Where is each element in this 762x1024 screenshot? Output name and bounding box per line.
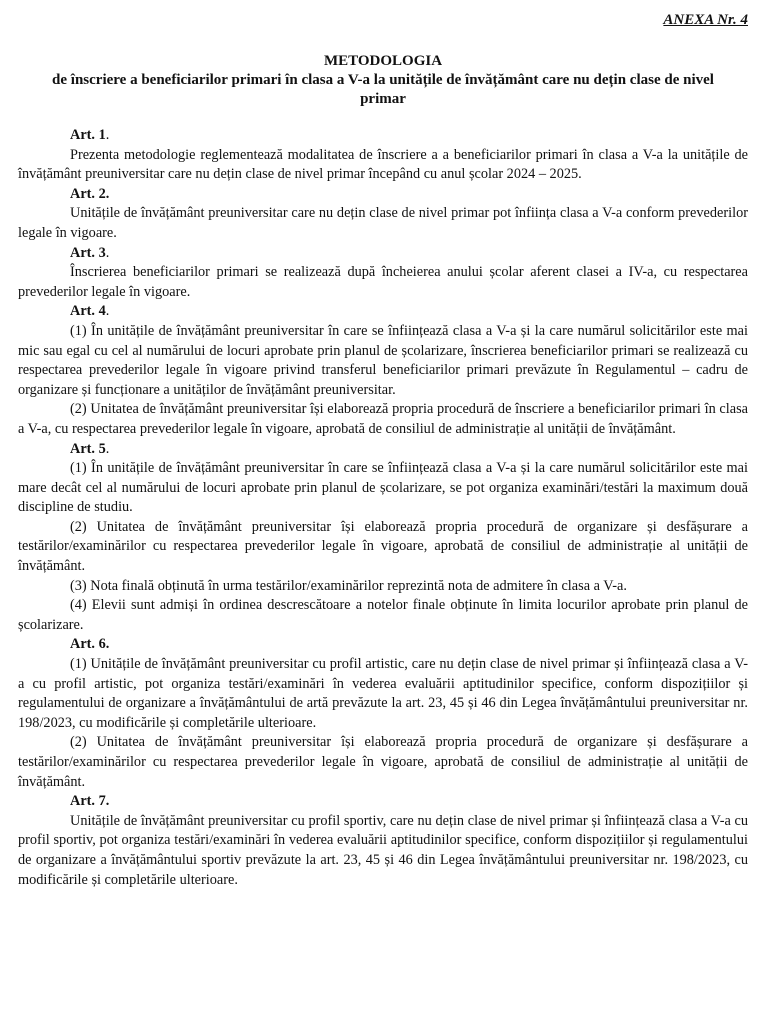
article-paragraph: (2) Unitatea de învățământ preuniversitar își elaborează propria procedură de organizare și desfășurare a testărilor/examinărilor cu respectarea prevederilor legale în vigoare, aprobată de consiliul de administrație al unității de învățământ. xyxy=(18,734,748,790)
article-paragraph: (2) Unitatea de învățământ preuniversitar își elaborează propria procedură de organizare și desfășurare a testărilor/examinărilor cu respectarea prevederilor legale în vigoare, aprobată de consiliul de administrație al unității de învățământ. xyxy=(18,518,748,575)
document-body xyxy=(18,126,748,890)
article-heading: Art. 2. xyxy=(70,185,110,202)
article-7 xyxy=(18,792,748,890)
article-paragraph: Prezenta metodologie reglementează modalitatea de înscriere a a beneficiarilor primari în clasa a V-a la unitățile de învățământ preuniversitar care nu dețin clase de nivel primar începând cu anul școlar 2024 – 2025. xyxy=(18,146,748,183)
article-heading: Art. 5. xyxy=(70,440,110,457)
document-title-block xyxy=(18,52,748,109)
article-paragraph: Unitățile de învățământ preuniversitar care nu dețin clase de nivel primar pot înființa clasa a V-a conform prevederilor legale în vigoare. xyxy=(18,205,748,241)
article-paragraph: (1) În unitățile de învățământ preuniversitar în care se înființează clasa a V-a și la care numărul solicitărilor este mai mare decât cel al numărului de locuri aprobate prin planul de școlarizare, se pot organiza examinări/testări la maximum două discipline de studiu. xyxy=(18,460,748,516)
article-paragraph: Unitățile de învățământ preuniversitar cu profil sportiv, care nu dețin clase de nivel primar și înființează clasa a V-a cu profil sportiv, pot organiza testări/examinări în vederea evaluării aptitudinilor specifice, conform dispozițiilor și regulamentului de organizare a învățământului sportiv prevăzute la art. 23, 45 și 46 din Legea învățământului preuniversitar nr. 198/2023, cu modificările și completările ulterioare. xyxy=(18,812,748,888)
article-paragraph: (3) Nota finală obținută în urma testărilor/examinărilor reprezintă nota de admitere în clasa a V-a. xyxy=(70,577,627,594)
article-paragraph: Înscrierea beneficiarilor primari se realizează după încheierea anului școlar aferent clasei a IV-a, cu respectarea prevederilor legale în vigoare. xyxy=(18,264,748,300)
article-heading: Art. 7. xyxy=(70,793,110,810)
article-paragraph: (1) În unitățile de învățământ preuniversitar în care se înființează clasa a V-a și la care numărul solicitărilor este mai mic sau egal cu cel al numărului de locuri aprobate prin planul de școlarizare, înscrierea beneficiarilor primari se realizează cu respectarea prevederilor legale în vigoare privind transferul beneficiarilor primari prevăzute în Regulamentul – cadru de organizare și funcționare a unităților de învățământ preuniversitar. xyxy=(18,322,748,398)
article-heading: Art. 6. xyxy=(70,636,110,653)
article-2 xyxy=(18,185,748,244)
article-paragraph: (2) Unitatea de învățământ preuniversitar își elaborează propria procedură de înscriere a beneficiarilor primari în clasa a V-a, cu respectarea prevederilor legale în vigoare, aprobată de consiliul de administrație al unității de învățământ. xyxy=(18,401,748,437)
article-4 xyxy=(18,302,748,439)
document-title: METODOLOGIA xyxy=(323,53,443,69)
article-heading: Art. 3. xyxy=(70,244,110,261)
article-1 xyxy=(18,126,748,185)
document-subtitle: de înscriere a beneficiarilor primari în clasa a V-a la unitățile de învățământ care nu dețin clase de nivel primar xyxy=(52,72,714,107)
article-6 xyxy=(18,635,748,792)
article-heading: Art. 1. xyxy=(70,127,110,143)
article-3 xyxy=(18,244,748,303)
article-paragraph: (1) Unitățile de învățământ preuniversitar cu profil artistic, care nu dețin clase de nivel primar și înființează clasa a V-a cu profil artistic, pot organiza testări/examinări în vederea evaluării aptitudinilor specifice, conform dispozițiilor și regulamentului de organizare a învățământului de artă prevăzute la art. 23, 45 și 46 din Legea învățământului preuniversitar nr. 198/2023, cu modificările și completările ulterioare. xyxy=(18,656,748,731)
article-heading: Art. 4. xyxy=(70,303,110,320)
article-5 xyxy=(18,440,748,636)
article-paragraph: (4) Elevii sunt admiși în ordinea descrescătoare a notelor finale obținute în limita locurilor aprobate prin planul de școlarizare. xyxy=(18,597,748,633)
annex-label: ANEXA Nr. 4 xyxy=(663,12,748,28)
